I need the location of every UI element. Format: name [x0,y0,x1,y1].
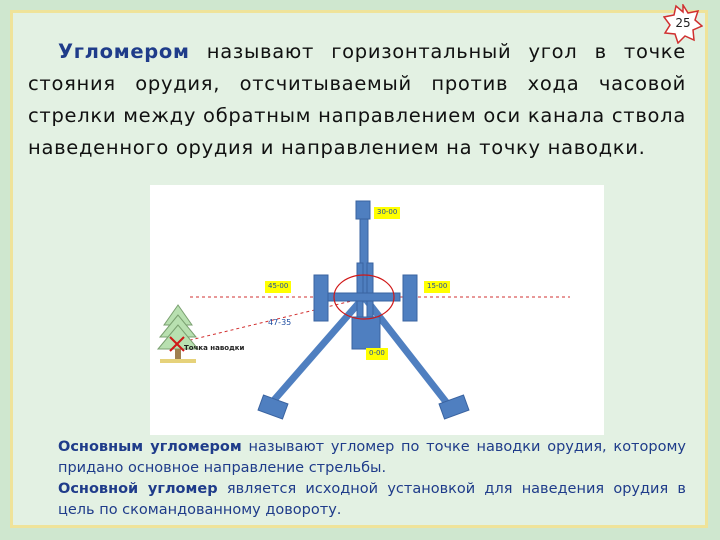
muzzle [356,201,370,219]
label-target-point: Точка наводки [184,344,245,352]
page-number: 25 [675,16,691,30]
term-base-goniometer: Основной угломер [58,481,218,497]
label-15-00: 15-00 [424,281,450,293]
definition-paragraph [28,36,686,164]
label-0-00: 0-00 [366,348,388,360]
post-left [357,263,363,321]
label-30-00: 30-00 [374,207,400,219]
gun-diagram-svg [150,185,604,435]
explanation-block [28,437,686,521]
definition-term: Угломером [58,40,190,63]
label-45-00: 45-00 [265,281,291,293]
term-main-goniometer: Основным угломером [58,439,242,455]
right-wheel [403,275,417,321]
label-47-35: 47-35 [268,318,292,327]
paragraph-base-goniometer: Основной угломер является исходной установкой для наведения орудия в цель по скомандованному довороту. [58,481,686,518]
left-foot [258,395,288,419]
left-wheel [314,275,328,321]
definition-text: называют горизонтальный угол в точке стояния орудия, отсчитываемый против хода часовой стрелки между обратным направлением оси канала ствола наведенного орудия и направлением на точку наводки. [28,40,686,159]
cross-beam [320,293,400,301]
breech-block [352,317,380,349]
tree-icon [158,305,198,363]
goniometer-diagram [150,185,604,435]
paragraph-main-goniometer: Основным угломером называют угломер по точке наводки орудия, которому придано основное направление стрельбы. [58,439,686,476]
post-right [367,263,373,321]
